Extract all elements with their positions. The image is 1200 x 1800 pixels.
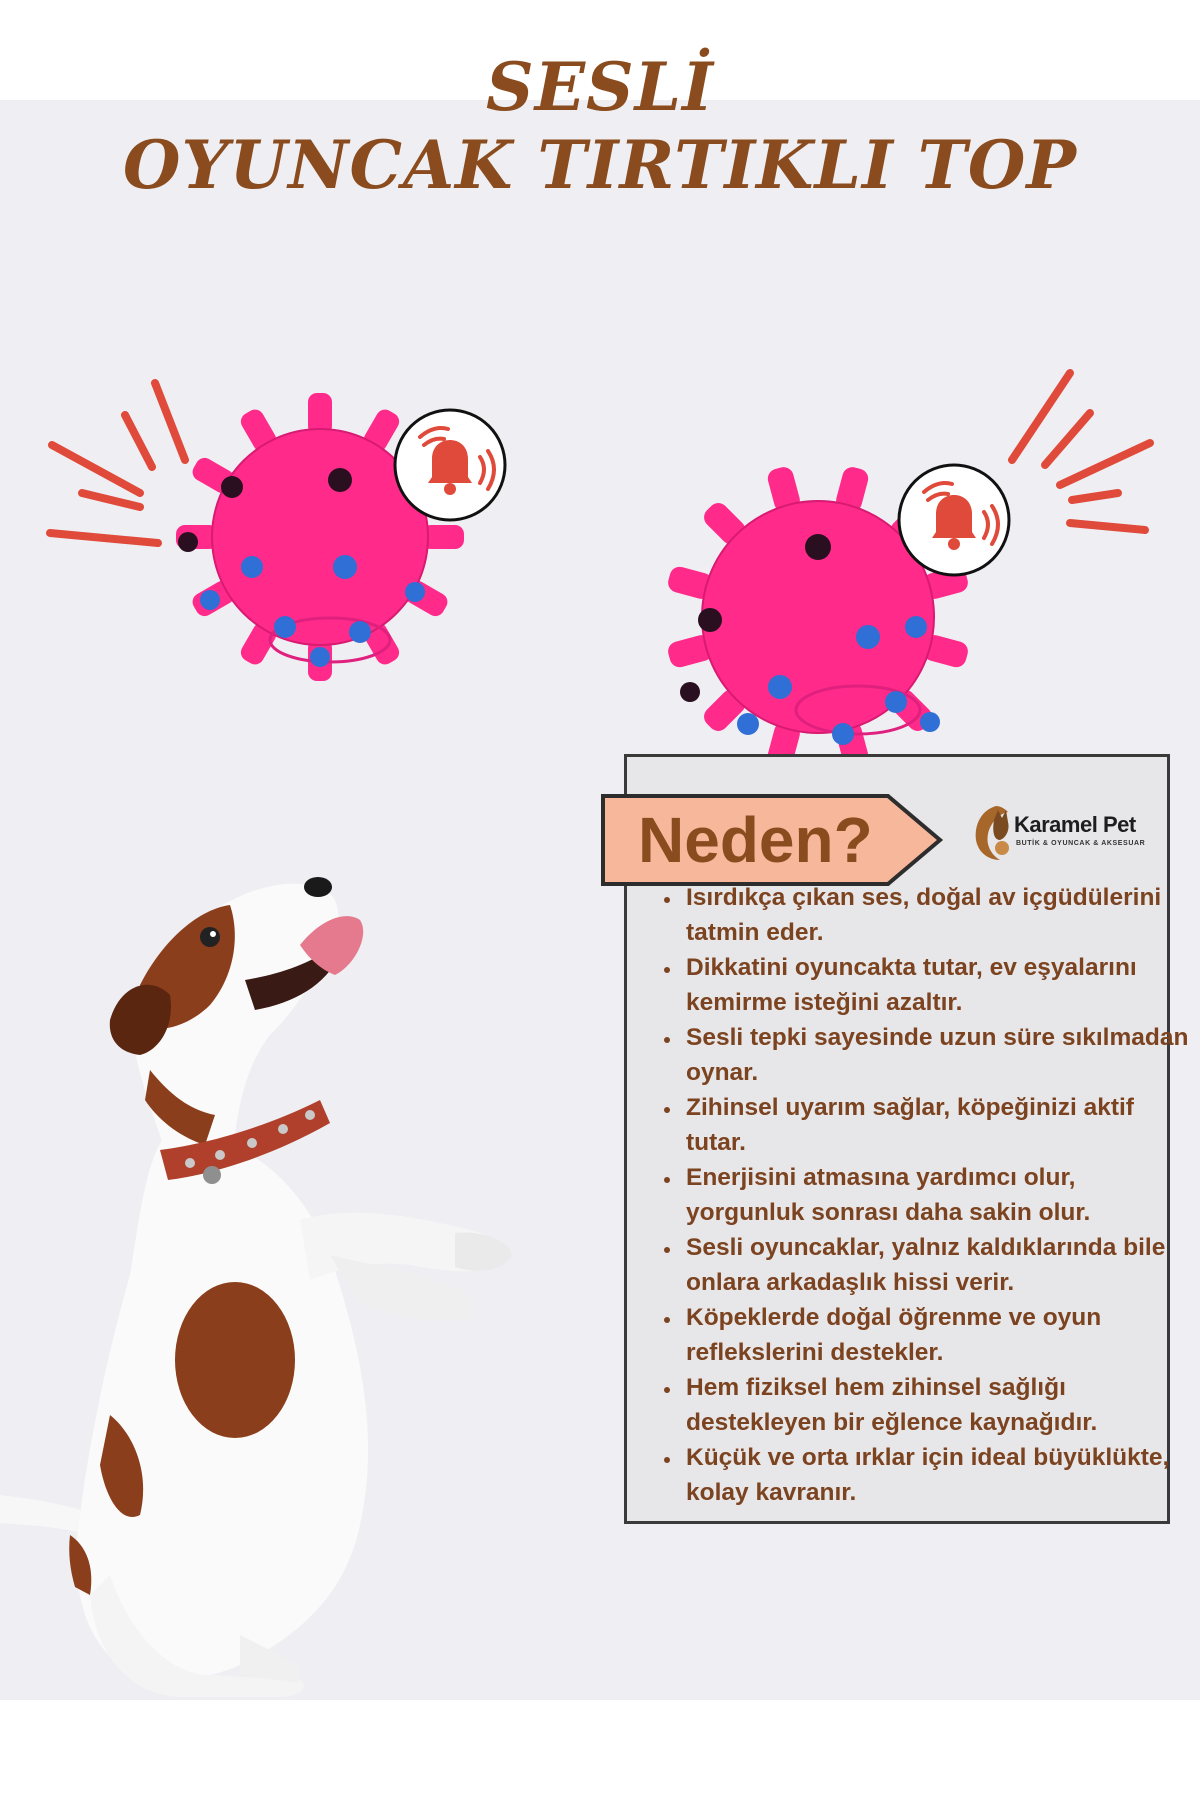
list-item: • Enerjisini atmasına yardımcı olur, yorgunluk sonrası daha sakin olur. <box>682 1160 1192 1230</box>
benefits-list <box>650 880 1192 1510</box>
list-item: • Küçük ve orta ırklar için ideal büyüklükte, kolay kavranır. <box>682 1440 1192 1510</box>
list-item: • Zihinsel uyarım sağlar, köpeğinizi aktif tutar. <box>682 1090 1192 1160</box>
logo-subtitle: BUTİK & OYUNCAK & AKSESUAR <box>1016 840 1146 847</box>
cat-dog-logo-icon <box>968 800 1014 866</box>
jumping-dog-illustration <box>0 875 560 1705</box>
list-item: • Sesli tepki sayesinde uzun süre sıkılmadan oynar. <box>682 1020 1192 1090</box>
list-item: • Sesli oyuncaklar, yalnız kaldıklarında bile onlara arkadaşlık hissi verir. <box>682 1230 1192 1300</box>
list-item: • Köpeklerde doğal öğrenme ve oyun reflekslerini destekler. <box>682 1300 1192 1370</box>
sound-burst-left-icon <box>40 375 200 555</box>
title-line-1: SESLİ <box>486 48 714 126</box>
list-item: • Dikkatini oyuncakta tutar, ev eşyalarını kemirme isteğini azaltır. <box>682 950 1192 1020</box>
list-item: • Hem fiziksel hem zihinsel sağlığı destekleyen bir eğlence kaynağıdır. <box>682 1370 1192 1440</box>
tag-label: Neden? <box>638 804 873 876</box>
bell-sound-left-icon <box>392 407 508 523</box>
bell-sound-right-icon <box>896 462 1012 578</box>
title-line-2: OYUNCAK TIRTIKLI TOP <box>122 126 1078 204</box>
brand-logo <box>968 800 1146 870</box>
logo-name: Karamel Pet <box>1014 812 1136 837</box>
list-item: • Isırdıkça çıkan ses, doğal av içgüdülerini tatmin eder. <box>682 880 1192 950</box>
sound-burst-right-icon <box>1000 365 1160 545</box>
